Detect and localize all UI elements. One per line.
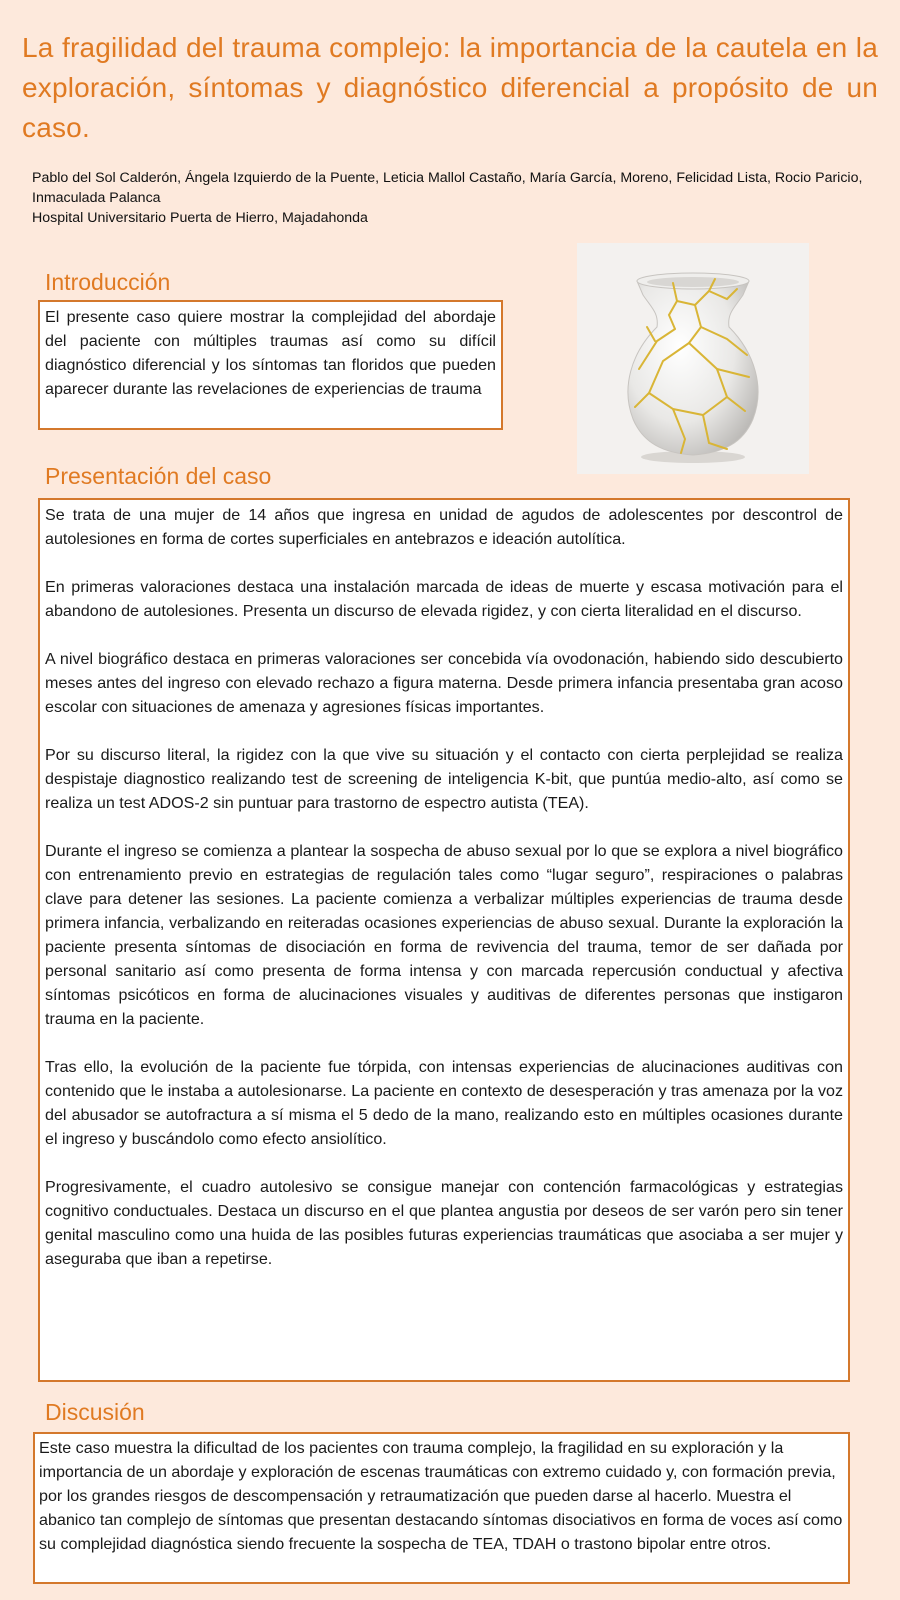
presentacion-paragraph-3: A nivel biográfico destaca en primeras valoraciones ser concebida vía ovodonación, habiendo sido descubierto meses antes del ingreso con elevado rechazo a figura materna. Desde primera infancia presentaba gran acoso escolar con situaciones de amenaza y agresiones físicas importantes. xyxy=(45,650,843,716)
presentacion-paragraph-7: Progresivamente, el cuadro autolesivo se consigue manejar con contención farmacológicas y estrategias cognitivo conductuales. Destaca un discurso en el que plantea angustia por deseos de ser varón pero sin tener genital masculino como una huida de las posibles futuras experiencias traumáticas que asociaba a ser mujer y aseguraba que iban a repetirse. xyxy=(45,1178,843,1268)
discusion-box xyxy=(33,1432,850,1584)
introduccion-text: El presente caso quiere mostrar la complejidad del abordaje del paciente con múltiples traumas así como su difícil diagnóstico diferencial y los síntomas tan floridos que pueden aparecer durante las revelaciones de experiencias de trauma xyxy=(45,308,496,398)
vase-image xyxy=(577,243,809,474)
heading-presentacion: Presentación del caso xyxy=(45,463,272,489)
presentacion-paragraph-5: Durante el ingreso se comienza a plantear la sospecha de abuso sexual por lo que se explora a nivel biográfico con entrenamiento previo en estrategias de regulación tales como “lugar seguro”, respiraciones o palabras clave para detener las sesiones. La paciente comienza a verbalizar múltiples experiencias de trauma desde primera infancia, verbalizando en reiteradas ocasiones experiencias de abuso sexual. Durante la exploración la paciente presenta síntomas de disociación en forma de revivencia del trauma, temor de ser dañada por personal sanitario así como presenta de forma intensa y con marcada repercusión conductual y afectiva síntomas psicóticos en forma de alucinaciones visuales y auditivas de diferentes personas que instigaron trauma en la paciente. xyxy=(45,842,843,1028)
presentacion-paragraph-6: Tras ello, la evolución de la paciente fue tórpida, con intensas experiencias de alucinaciones auditivas con contenido que le instaba a autolesionarse. La paciente en contexto de desesperación y tras amenaza por la voz del abusador se autofractura a sí misma el 5 dedo de la mano, realizando esto en múltiples ocasiones durante el ingreso y buscándolo como efecto ansiolítico. xyxy=(45,1058,843,1148)
presentacion-box xyxy=(38,498,850,1382)
heading-introduccion: Introducción xyxy=(45,269,171,295)
author-list: Pablo del Sol Calderón, Ángela Izquierdo de la Puente, Leticia Mallol Castaño, María García, Moreno, Felicidad Lista, Rocio Paricio, Inmaculada Palanca xyxy=(32,170,863,206)
poster-title: La fragilidad del trauma complejo: la importancia de la cautela en la exploración, síntomas y diagnóstico diferencial a propósito de un caso. xyxy=(22,32,878,143)
presentacion-paragraph-1: Se trata de una mujer de 14 años que ingresa en unidad de agudos de adolescentes por descontrol de autolesiones en forma de cortes superficiales en antebrazos e ideación autolítica. xyxy=(45,506,843,548)
presentacion-paragraph-2: En primeras valoraciones destaca una instalación marcada de ideas de muerte y escasa motivación para el abandono de autolesiones. Presenta un discurso de elevada rigidez, y con cierta literalidad en el discurso. xyxy=(45,578,843,620)
author-block xyxy=(32,168,872,228)
introduccion-box xyxy=(38,300,503,430)
heading-discusion: Discusión xyxy=(45,1399,145,1425)
affiliation: Hospital Universitario Puerta de Hierro, Majadahonda xyxy=(32,210,368,226)
discusion-text: Este caso muestra la dificultad de los pacientes con trauma complejo, la fragilidad en su exploración y la importancia de un abordaje y exploración de escenas traumáticas con extremo cuidado y, con formación previa, por los grandes riesgos de descompensación y retraumatización que pueden darse al hacerlo. Muestra el abanico tan complejo de síntomas que presentan destacando síntomas disociativos en forma de voces así como su complejidad diagnóstica siendo frecuente la sospecha de TEA, TDAH o trastono bipolar entre otros. xyxy=(39,1439,843,1553)
presentacion-paragraph-4: Por su discurso literal, la rigidez con la que vive su situación y el contacto con cierta perplejidad se realiza despistaje diagnostico realizando test de screening de inteligencia K-bit, que puntúa medio-alto, así como se realiza un test ADOS-2 sin puntuar para trastorno de espectro autista (TEA). xyxy=(45,746,843,812)
kintsugi-vase-icon xyxy=(577,243,809,474)
